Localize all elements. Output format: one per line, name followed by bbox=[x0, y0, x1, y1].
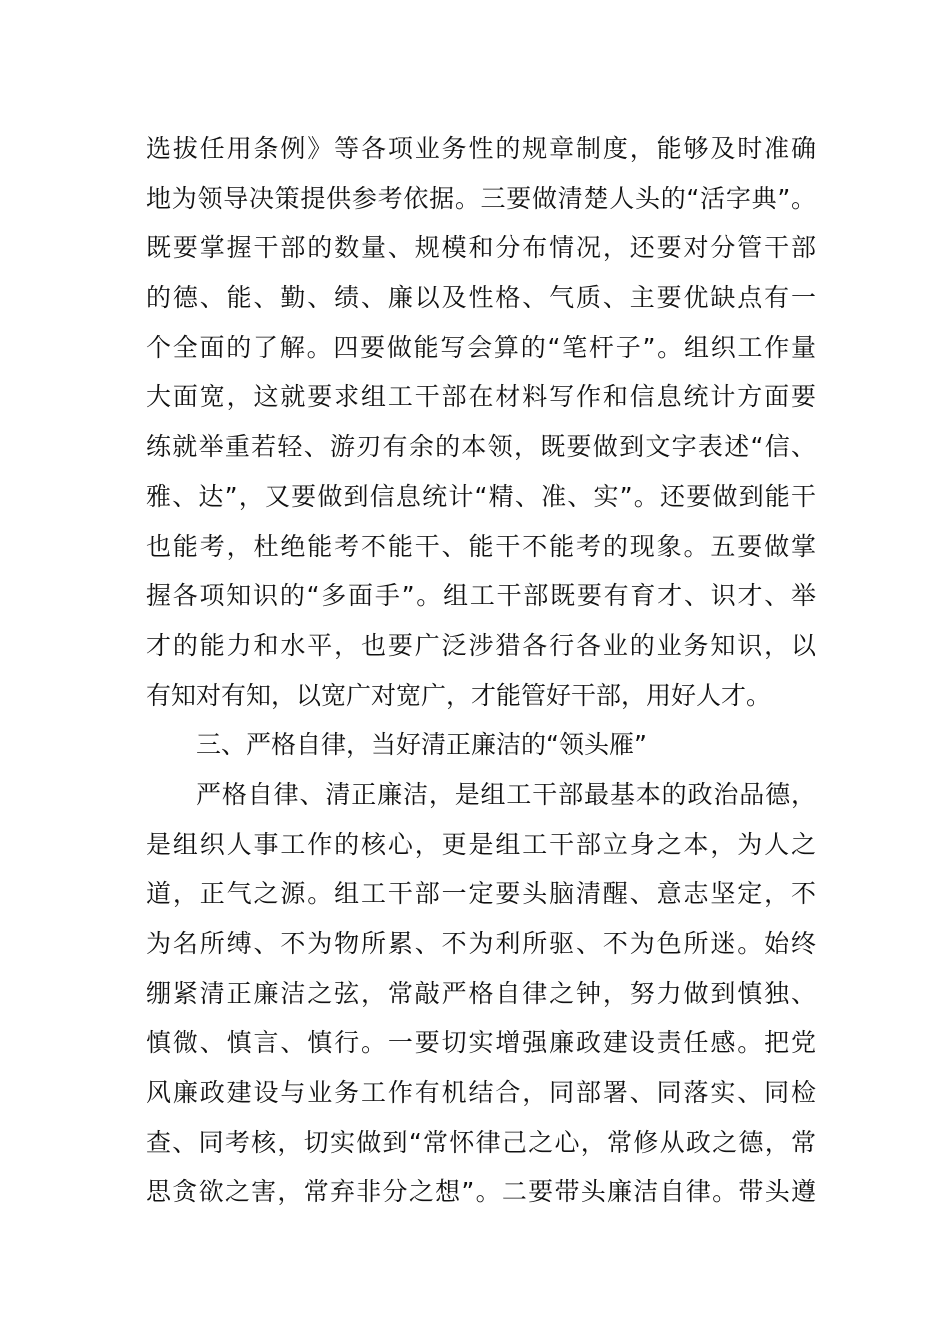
text-line: 道，正气之源。组工干部一定要头脑清醒、意志坚定，不 bbox=[146, 879, 816, 909]
text-line: 是组织人事工作的核心，更是组工干部立身之本，为人之 bbox=[146, 829, 816, 859]
text-line: 有知对有知，以宽广对宽广，才能管好干部，用好人才。 bbox=[146, 680, 772, 710]
text-line: 思贪欲之害，常弃非分之想”。二要带头廉洁自律。带头遵 bbox=[146, 1177, 816, 1207]
text-line: 雅、达”，又要做到信息统计“精、准、实”。还要做到能干 bbox=[146, 481, 816, 511]
text-line: 选拔任用条例》等各项业务性的规章制度，能够及时准确 bbox=[146, 134, 816, 163]
text-line: 慎微、慎言、慎行。一要切实增强廉政建设责任感。把党 bbox=[146, 1028, 816, 1058]
text-line: 的德、能、勤、绩、廉以及性格、气质、主要优缺点有一 bbox=[146, 283, 816, 313]
document-body bbox=[146, 124, 816, 1217]
text-line: 握各项知识的“多面手”。组工干部既要有育才、识才、举 bbox=[146, 581, 816, 611]
paragraph-first-line: 严格自律、清正廉洁，是组工干部最基本的政治品德， bbox=[196, 779, 816, 809]
text-line: 为名所缚、不为物所累、不为利所驱、不为色所迷。始终 bbox=[146, 929, 816, 958]
text-line: 也能考，杜绝能考不能干、能干不能考的现象。五要做掌 bbox=[146, 531, 816, 561]
text-line: 个全面的了解。四要做能写会算的“笔杆子”。组织工作量 bbox=[146, 332, 816, 362]
text-line: 大面宽，这就要求组工干部在材料写作和信息统计方面要 bbox=[146, 382, 816, 412]
text-line: 既要掌握干部的数量、规模和分布情况，还要对分管干部 bbox=[146, 233, 816, 263]
text-line: 练就举重若轻、游刃有余的本领，既要做到文字表述“信、 bbox=[146, 432, 816, 462]
text-line: 绷紧清正廉洁之弦，常敲严格自律之钟，努力做到慎独、 bbox=[146, 978, 816, 1008]
text-line: 才的能力和水平，也要广泛涉猎各行各业的业务知识，以 bbox=[146, 630, 816, 660]
text-line: 风廉政建设与业务工作有机结合，同部署、同落实、同检 bbox=[146, 1078, 816, 1108]
section-heading: 三、严格自律，当好清正廉洁的“领头雁” bbox=[196, 730, 647, 760]
text-line: 查、同考核，切实做到“常怀律己之心，常修从政之德，常 bbox=[146, 1127, 816, 1157]
text-line: 地为领导决策提供参考依据。三要做清楚人头的“活字典”。 bbox=[146, 183, 816, 213]
